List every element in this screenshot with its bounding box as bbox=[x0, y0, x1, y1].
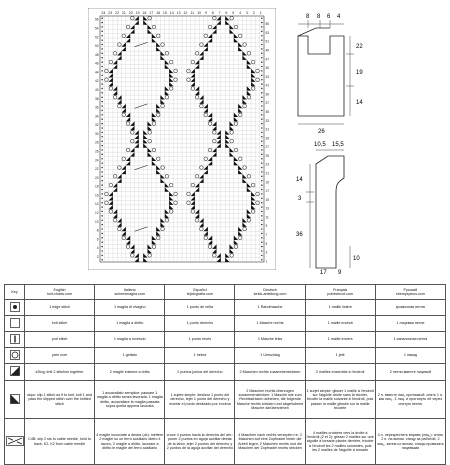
lang-header-italiano bbox=[95, 285, 165, 300]
edge-stitch-mark bbox=[101, 88, 102, 89]
column-number: 19 bbox=[135, 11, 140, 15]
edge-stitch-mark bbox=[261, 53, 262, 54]
lang-header-espanol bbox=[165, 285, 235, 300]
edge-stitch-mark bbox=[101, 246, 102, 247]
garment-schematic bbox=[286, 6, 446, 274]
row-number-left: 46 bbox=[94, 61, 99, 66]
edge-stitch-mark bbox=[261, 132, 262, 133]
row-number-left: 40 bbox=[94, 88, 99, 92]
key-text: C4B: slip 2 sts to cable needle, hold to back, K2, K2 from cable needle bbox=[25, 419, 95, 465]
key-text: 2 mailles ensemble à l'endroit bbox=[305, 364, 375, 381]
lang-name: Русский bbox=[403, 287, 418, 292]
edge-stitch-mark bbox=[101, 132, 102, 133]
key-text: k2tog: knit 2 stitches together bbox=[25, 364, 95, 381]
column-number: 10 bbox=[197, 11, 202, 15]
column-number: 9 bbox=[204, 11, 207, 15]
key-text: yarn over bbox=[25, 348, 95, 364]
upper-bottom-label: 26 bbox=[318, 129, 325, 135]
row-number-right: 53 bbox=[265, 30, 270, 35]
row-number-left: 54 bbox=[94, 26, 99, 31]
key-text: 1 accavallato semplice: passare 1 maglia a diritto senza lavorarla, 1 maglia diritto, accavallare la maglia passata sopra quella appena lavorata bbox=[95, 381, 165, 419]
key-text: 1 surjet simple: glisser 1 maille à l'endroit sur l'aiguille droite sans la tricoter, tricoter la maille suivante à l'endroit, puis passer la maille glissée sur la maille tricotée bbox=[305, 381, 375, 419]
key-row-skpo bbox=[5, 381, 446, 419]
edge-stitch-mark bbox=[101, 57, 102, 58]
column-number: 12 bbox=[183, 11, 188, 15]
row-number-right: 43 bbox=[265, 74, 270, 79]
edge-stitch-mark bbox=[261, 255, 262, 256]
column-number: 23 bbox=[108, 11, 113, 15]
key-header-cell: Key bbox=[5, 285, 25, 300]
column-number: 4 bbox=[239, 11, 242, 15]
edge-stitch-mark bbox=[261, 206, 262, 207]
row-number-right: 39 bbox=[265, 92, 270, 97]
row-number-left: 56 bbox=[94, 17, 99, 22]
edge-stitch-mark bbox=[261, 39, 262, 40]
cable-c4b-icon bbox=[5, 419, 25, 465]
edge-stitch-mark bbox=[101, 61, 102, 62]
knit-stitch-icon bbox=[5, 316, 25, 332]
edge-stitch-mark bbox=[261, 233, 262, 234]
row-number-right: 47 bbox=[265, 57, 270, 62]
lang-site: strick-anleitung.com bbox=[253, 292, 287, 296]
row-number-left: 32 bbox=[94, 123, 99, 128]
lower-bottom-label-2: 9 bbox=[338, 270, 342, 274]
key-text: 4 maglie incrociate a destra (dx): mettere 2 maglie su un ferro ausiliario dietro il lavoro, 2 maglie a diritto, lavorare a diritto le maglie del ferro ausiliario bbox=[95, 419, 165, 465]
column-number: 2 bbox=[252, 11, 255, 15]
lang-name: English bbox=[53, 287, 66, 292]
edge-stitch-mark bbox=[101, 22, 102, 23]
edge-stitch-mark bbox=[101, 105, 102, 106]
edge-stitch-mark bbox=[261, 57, 262, 58]
edge-stitch-mark bbox=[101, 92, 102, 93]
key-text: 1 накид bbox=[375, 348, 445, 364]
edge-stitch-mark bbox=[101, 202, 102, 203]
lang-site: knit-charts.com bbox=[47, 292, 73, 296]
lang-site: pointstricot.com bbox=[327, 292, 354, 296]
edge-stitch-mark bbox=[101, 48, 102, 49]
column-number: 22 bbox=[115, 11, 120, 15]
edge-stitch-mark bbox=[261, 136, 262, 137]
upper-label-19: 19 bbox=[356, 70, 363, 76]
column-number: 3 bbox=[245, 11, 248, 15]
edge-stitch-mark bbox=[101, 31, 102, 32]
row-number-left: 16 bbox=[94, 193, 99, 198]
edge-stitch-mark bbox=[261, 198, 262, 199]
edge-stitch-mark bbox=[101, 224, 102, 225]
row-number-left: 30 bbox=[94, 131, 99, 136]
key-text: 1 изнаночная петля bbox=[375, 332, 445, 348]
row-number-right: 29 bbox=[265, 136, 270, 141]
row-number-left: 4 bbox=[96, 246, 99, 251]
lang-name: Italiano bbox=[123, 287, 136, 292]
key-text: 1 maglia di vivagno bbox=[95, 300, 165, 316]
row-number-left: 26 bbox=[94, 149, 99, 154]
lang-site: shemyspicov.com bbox=[395, 292, 425, 296]
row-number-right: 3 bbox=[265, 250, 268, 255]
row-number-right: 35 bbox=[265, 109, 270, 114]
row-number-right: 5 bbox=[265, 241, 268, 246]
key-text: 1 Masche links bbox=[235, 332, 305, 348]
key-text: 2 п. вместе лиц. протяжкой: снять 1 п. как лиц., 1 лиц. и протянуть её через снятую петлю bbox=[375, 381, 445, 419]
edge-stitch-mark bbox=[101, 145, 102, 146]
upper-piece-dimension-lines bbox=[298, 20, 354, 124]
key-text: 1 edge stitch bbox=[25, 300, 95, 316]
edge-stitch-mark bbox=[101, 158, 102, 159]
edge-stitch-mark bbox=[261, 250, 262, 251]
edge-stitch-mark bbox=[261, 237, 262, 238]
edge-stitch-mark bbox=[101, 220, 102, 221]
row-number-right: 55 bbox=[265, 22, 270, 27]
row-number-left: 6 bbox=[96, 237, 99, 242]
column-number: 15 bbox=[162, 11, 167, 15]
column-number: 16 bbox=[156, 11, 161, 15]
key-text: 1 Randmasche bbox=[235, 300, 305, 316]
edge-stitch-mark bbox=[101, 114, 102, 115]
key-text: cruce 4 puntos hacia la derecha del der.: poner 2 puntos en aguja auxiliar detrás de la labor, tejer 2 puntos del derecho y 2 puntos de la aguja auxiliar del derecho bbox=[165, 419, 235, 465]
edge-stitch-mark bbox=[261, 88, 262, 89]
edge-stitch-mark bbox=[261, 246, 262, 247]
edge-stitch-mark bbox=[261, 158, 262, 159]
edge-stitch-mark bbox=[101, 237, 102, 238]
edge-stitch-mark bbox=[101, 44, 102, 45]
key-text: 1 maglia a rovescio bbox=[95, 332, 165, 348]
row-number-right: 9 bbox=[265, 224, 268, 229]
column-number: 6 bbox=[225, 11, 228, 15]
edge-stitch-mark bbox=[101, 75, 102, 76]
edge-stitch-mark bbox=[261, 35, 262, 36]
lang-site: schemimaglia.com bbox=[114, 292, 145, 296]
key-row-c4b bbox=[5, 419, 446, 465]
edge-stitch-mark bbox=[101, 79, 102, 80]
edge-stitch-mark bbox=[261, 48, 262, 49]
row-number-right: 7 bbox=[265, 232, 268, 237]
key-text: 1 gettato bbox=[95, 348, 165, 364]
lang-header-russkiy bbox=[375, 285, 445, 300]
edge-stitch-mark bbox=[261, 127, 262, 128]
edge-stitch-mark bbox=[101, 39, 102, 40]
key-text: 4 п. перекрестить вправо (лиц.): снять 2 п. на вспом. спицу за работой, 2 лиц., затем со вспом. спицы провязать лицевыми bbox=[375, 419, 445, 465]
edge-stitch-mark bbox=[261, 162, 262, 163]
edge-stitch-mark bbox=[101, 154, 102, 155]
edge-stitch-mark bbox=[261, 123, 262, 124]
column-number: 1 bbox=[259, 11, 262, 15]
row-number-left: 42 bbox=[94, 79, 99, 84]
row-number-right: 49 bbox=[265, 48, 270, 53]
edge-stitch-mark bbox=[261, 31, 262, 32]
row-number-right: 31 bbox=[265, 127, 270, 132]
row-number-left: 18 bbox=[94, 184, 99, 189]
upper-piece-outline bbox=[298, 28, 344, 116]
skpo-icon bbox=[5, 381, 25, 419]
row-number-left: 50 bbox=[94, 44, 99, 49]
key-text: 1 jeté bbox=[305, 348, 375, 364]
upper-label-22: 22 bbox=[356, 44, 363, 50]
edge-stitch-mark bbox=[101, 83, 102, 84]
key-row-purl-stitch bbox=[5, 332, 446, 348]
edge-stitch-mark bbox=[101, 259, 102, 260]
edge-stitch-mark bbox=[261, 83, 262, 84]
edge-stitch-mark bbox=[101, 162, 102, 163]
edge-stitch-mark bbox=[261, 145, 262, 146]
edge-stitch-mark bbox=[261, 259, 262, 260]
lower-piece-dimension-lines bbox=[306, 150, 350, 268]
row-number-left: 12 bbox=[94, 211, 99, 215]
key-text: purl stitch bbox=[25, 332, 95, 348]
edge-stitch-mark bbox=[261, 105, 262, 106]
edge-stitch-mark bbox=[261, 176, 262, 177]
row-number-right: 15 bbox=[265, 197, 270, 202]
upper-label-14: 14 bbox=[356, 100, 363, 106]
row-number-left: 52 bbox=[94, 35, 99, 40]
edge-stitch-mark bbox=[101, 171, 102, 172]
edge-stitch-mark bbox=[261, 75, 262, 76]
edge-stitch-mark bbox=[101, 66, 102, 67]
edge-stitch-mark bbox=[261, 22, 262, 23]
top-measure-3: 6 bbox=[327, 14, 331, 20]
edge-stitch-mark bbox=[261, 167, 262, 168]
stitch-key-table bbox=[4, 284, 446, 465]
lower-bottom-label-1: 17 bbox=[320, 270, 327, 274]
key-text: 1 punto derecho bbox=[165, 316, 235, 332]
top-measure-2: 8 bbox=[317, 14, 321, 20]
edge-stitch-mark bbox=[261, 149, 262, 150]
row-number-left: 48 bbox=[94, 52, 99, 57]
edge-stitch-mark bbox=[261, 220, 262, 221]
lower-left-label-14: 14 bbox=[296, 177, 303, 183]
column-number: 13 bbox=[176, 11, 181, 15]
edge-stitch-mark bbox=[101, 149, 102, 150]
edge-stitch-mark bbox=[101, 167, 102, 168]
column-number: 20 bbox=[128, 11, 133, 15]
edge-stitch-mark bbox=[101, 198, 102, 199]
row-number-right: 41 bbox=[265, 83, 270, 88]
lang-name: Español bbox=[193, 287, 207, 292]
column-number: 18 bbox=[142, 11, 147, 15]
edge-stitch-mark bbox=[261, 184, 262, 185]
edge-stitch-mark bbox=[261, 79, 262, 80]
key-text: 1 sujete simple: deslizar 1 punto del derecho, tejer 1 punto del derecho y montar el punto deslizado por encima bbox=[165, 381, 235, 419]
edge-stitch-mark bbox=[101, 136, 102, 137]
lower-top-label-2: 15,5 bbox=[332, 142, 344, 148]
knitting-chart bbox=[88, 8, 276, 270]
edge-stitch-mark bbox=[101, 176, 102, 177]
edge-stitch-mark bbox=[101, 123, 102, 124]
column-number: 11 bbox=[190, 11, 195, 15]
row-number-right: 45 bbox=[265, 66, 270, 71]
edge-stitch-mark bbox=[261, 154, 262, 155]
key-text: 1 Umschlag bbox=[235, 348, 305, 364]
column-number: 17 bbox=[149, 11, 154, 15]
edge-stitch-mark bbox=[261, 26, 262, 27]
edge-stitch-mark bbox=[261, 202, 262, 203]
edge-stitch-mark bbox=[101, 206, 102, 207]
key-text: 1 hebra bbox=[165, 348, 235, 364]
edge-stitch-mark bbox=[101, 53, 102, 54]
key-text: 1 maille endroit bbox=[305, 316, 375, 332]
edge-stitch-mark bbox=[261, 193, 262, 194]
row-number-right: 37 bbox=[265, 101, 270, 106]
key-text: 2 Maschen rechts zusammenstricken bbox=[235, 364, 305, 381]
top-measure-1: 8 bbox=[306, 14, 310, 20]
key-text: кромочная петля bbox=[375, 300, 445, 316]
row-number-left: 2 bbox=[96, 254, 99, 259]
edge-stitch-mark bbox=[101, 180, 102, 181]
edge-stitch-mark bbox=[261, 61, 262, 62]
key-text: 4 mailles croisées vers la droite à l'endroit (2 et 2): glisser 2 mailles sur une aiguille à torsade placée derrière, tricoter à l'endroit les 2 mailles suivantes, puis les 2 mailles de l'aiguille à torsade bbox=[305, 419, 375, 465]
edge-stitch-mark bbox=[101, 215, 102, 216]
column-number: 14 bbox=[169, 11, 174, 15]
row-number-left: 36 bbox=[94, 105, 99, 110]
top-measure-4: 4 bbox=[337, 14, 341, 20]
edge-stitch-mark bbox=[101, 255, 102, 256]
key-text: 2 петли вместе лицевой bbox=[375, 364, 445, 381]
edge-stitch-mark bbox=[261, 92, 262, 93]
key-text: 1 Masche rechts bbox=[235, 316, 305, 332]
lang-name: Deutsch bbox=[263, 287, 277, 292]
row-number-left: 34 bbox=[94, 114, 99, 119]
row-number-right: 27 bbox=[265, 145, 270, 150]
key-text: 1 maglia a diritto bbox=[95, 316, 165, 332]
key-text: 2 Maschen rechts überzogen zusammenstricken: 1 Masche wie zum Rechtsstricken abheben, die folgende Masche rechts stricken und abgehobene Masche darüberziehen bbox=[235, 381, 305, 419]
edge-stitch-icon bbox=[5, 300, 25, 316]
edge-stitch-mark bbox=[261, 180, 262, 181]
row-number-right: 21 bbox=[265, 171, 270, 176]
lang-name: Français bbox=[333, 287, 348, 292]
row-number-right: 51 bbox=[265, 39, 270, 44]
edge-stitch-mark bbox=[261, 70, 262, 71]
edge-stitch-mark bbox=[261, 211, 262, 212]
edge-stitch-mark bbox=[101, 242, 102, 243]
edge-stitch-mark bbox=[101, 70, 102, 71]
row-number-right: 13 bbox=[265, 206, 270, 211]
row-number-right: 19 bbox=[265, 180, 270, 185]
key-text: 1 maille envers bbox=[305, 332, 375, 348]
edge-stitch-mark bbox=[101, 127, 102, 128]
key-row-edge-stitch bbox=[5, 300, 446, 316]
edge-stitch-mark bbox=[261, 97, 262, 98]
row-number-right: 1 bbox=[265, 259, 268, 264]
row-number-left: 14 bbox=[94, 202, 99, 207]
edge-stitch-mark bbox=[101, 26, 102, 27]
edge-stitch-mark bbox=[101, 228, 102, 229]
key-text: knit stitch bbox=[25, 316, 95, 332]
edge-stitch-mark bbox=[261, 171, 262, 172]
edge-stitch-mark bbox=[101, 101, 102, 102]
key-header-row bbox=[5, 285, 446, 300]
chart-grid bbox=[100, 16, 264, 262]
column-number: 21 bbox=[121, 11, 126, 15]
lower-right-label: 10 bbox=[353, 256, 360, 262]
edge-stitch-mark bbox=[101, 35, 102, 36]
key-text: 4 Maschen nach rechts verzopfen re: 2 Maschen auf eine Zopfnadel hinter die Arbeit legen, 2 Maschen rechts und die Maschen der Zopfnadel rechts stricken bbox=[235, 419, 305, 465]
edge-stitch-mark bbox=[261, 189, 262, 190]
k2tog-icon bbox=[5, 364, 25, 381]
row-number-left: 44 bbox=[94, 70, 99, 75]
edge-stitch-mark bbox=[101, 211, 102, 212]
row-number-left: 8 bbox=[96, 228, 99, 233]
key-text: skpo: slip 1 stitch as if to knit, knit 1 and pass the slipped stitch over the knitted stitch bbox=[25, 381, 95, 419]
edge-stitch-mark bbox=[101, 184, 102, 185]
edge-stitch-mark bbox=[261, 140, 262, 141]
purl-stitch-icon bbox=[5, 332, 25, 348]
edge-stitch-mark bbox=[261, 66, 262, 67]
edge-stitch-mark bbox=[101, 250, 102, 251]
edge-stitch-mark bbox=[261, 224, 262, 225]
edge-stitch-mark bbox=[101, 110, 102, 111]
lang-header-english bbox=[25, 285, 95, 300]
row-number-right: 23 bbox=[265, 162, 270, 167]
row-number-right: 11 bbox=[265, 215, 269, 220]
yarn-over-icon bbox=[5, 348, 25, 364]
lang-header-francais bbox=[305, 285, 375, 300]
edge-stitch-mark bbox=[101, 140, 102, 141]
key-text: 2 maglie insieme a dritto bbox=[95, 364, 165, 381]
key-text: 2 puntos juntos del derecho bbox=[165, 364, 235, 381]
row-number-left: 24 bbox=[94, 158, 99, 163]
lower-left-label-3: 3 bbox=[298, 196, 302, 202]
edge-stitch-mark bbox=[101, 17, 102, 18]
column-number: 5 bbox=[232, 11, 235, 15]
lang-header-deutsch bbox=[235, 285, 305, 300]
edge-stitch-mark bbox=[261, 228, 262, 229]
row-number-left: 28 bbox=[94, 140, 99, 145]
edge-stitch-mark bbox=[261, 17, 262, 18]
edge-stitch-mark bbox=[101, 189, 102, 190]
edge-stitch-mark bbox=[101, 193, 102, 194]
row-number-right: 17 bbox=[265, 189, 270, 194]
column-number: 7 bbox=[218, 11, 221, 15]
row-number-right: 25 bbox=[265, 153, 270, 158]
edge-stitch-mark bbox=[261, 215, 262, 216]
edge-stitch-mark bbox=[261, 114, 262, 115]
edge-stitch-mark bbox=[261, 119, 262, 120]
lower-left-label-36: 36 bbox=[296, 232, 303, 238]
row-number-right: 33 bbox=[265, 118, 270, 123]
row-number-left: 20 bbox=[94, 175, 99, 180]
column-number: 8 bbox=[211, 11, 214, 15]
key-text: 1 лицевая петля bbox=[375, 316, 445, 332]
row-number-left: 38 bbox=[94, 96, 99, 101]
key-text: 1 punto de orilla bbox=[165, 300, 235, 316]
edge-stitch-mark bbox=[101, 119, 102, 120]
lower-piece-outline bbox=[316, 156, 344, 268]
lang-site: tejidografia.com bbox=[186, 292, 213, 296]
lower-top-label-1: 10,5 bbox=[314, 142, 326, 148]
key-row-knit-stitch bbox=[5, 316, 446, 332]
row-number-left: 22 bbox=[94, 167, 99, 172]
edge-stitch-mark bbox=[101, 233, 102, 234]
key-row-k2tog bbox=[5, 364, 446, 381]
edge-stitch-mark bbox=[261, 44, 262, 45]
edge-stitch-mark bbox=[261, 110, 262, 111]
key-text: 1 punto revés bbox=[165, 332, 235, 348]
edge-stitch-mark bbox=[261, 242, 262, 243]
row-number-left: 10 bbox=[94, 219, 99, 224]
key-text: 1 maille lisière bbox=[305, 300, 375, 316]
column-number: 24 bbox=[101, 11, 106, 15]
key-row-yarn-over bbox=[5, 348, 446, 364]
edge-stitch-mark bbox=[101, 97, 102, 98]
edge-stitch-mark bbox=[261, 101, 262, 102]
